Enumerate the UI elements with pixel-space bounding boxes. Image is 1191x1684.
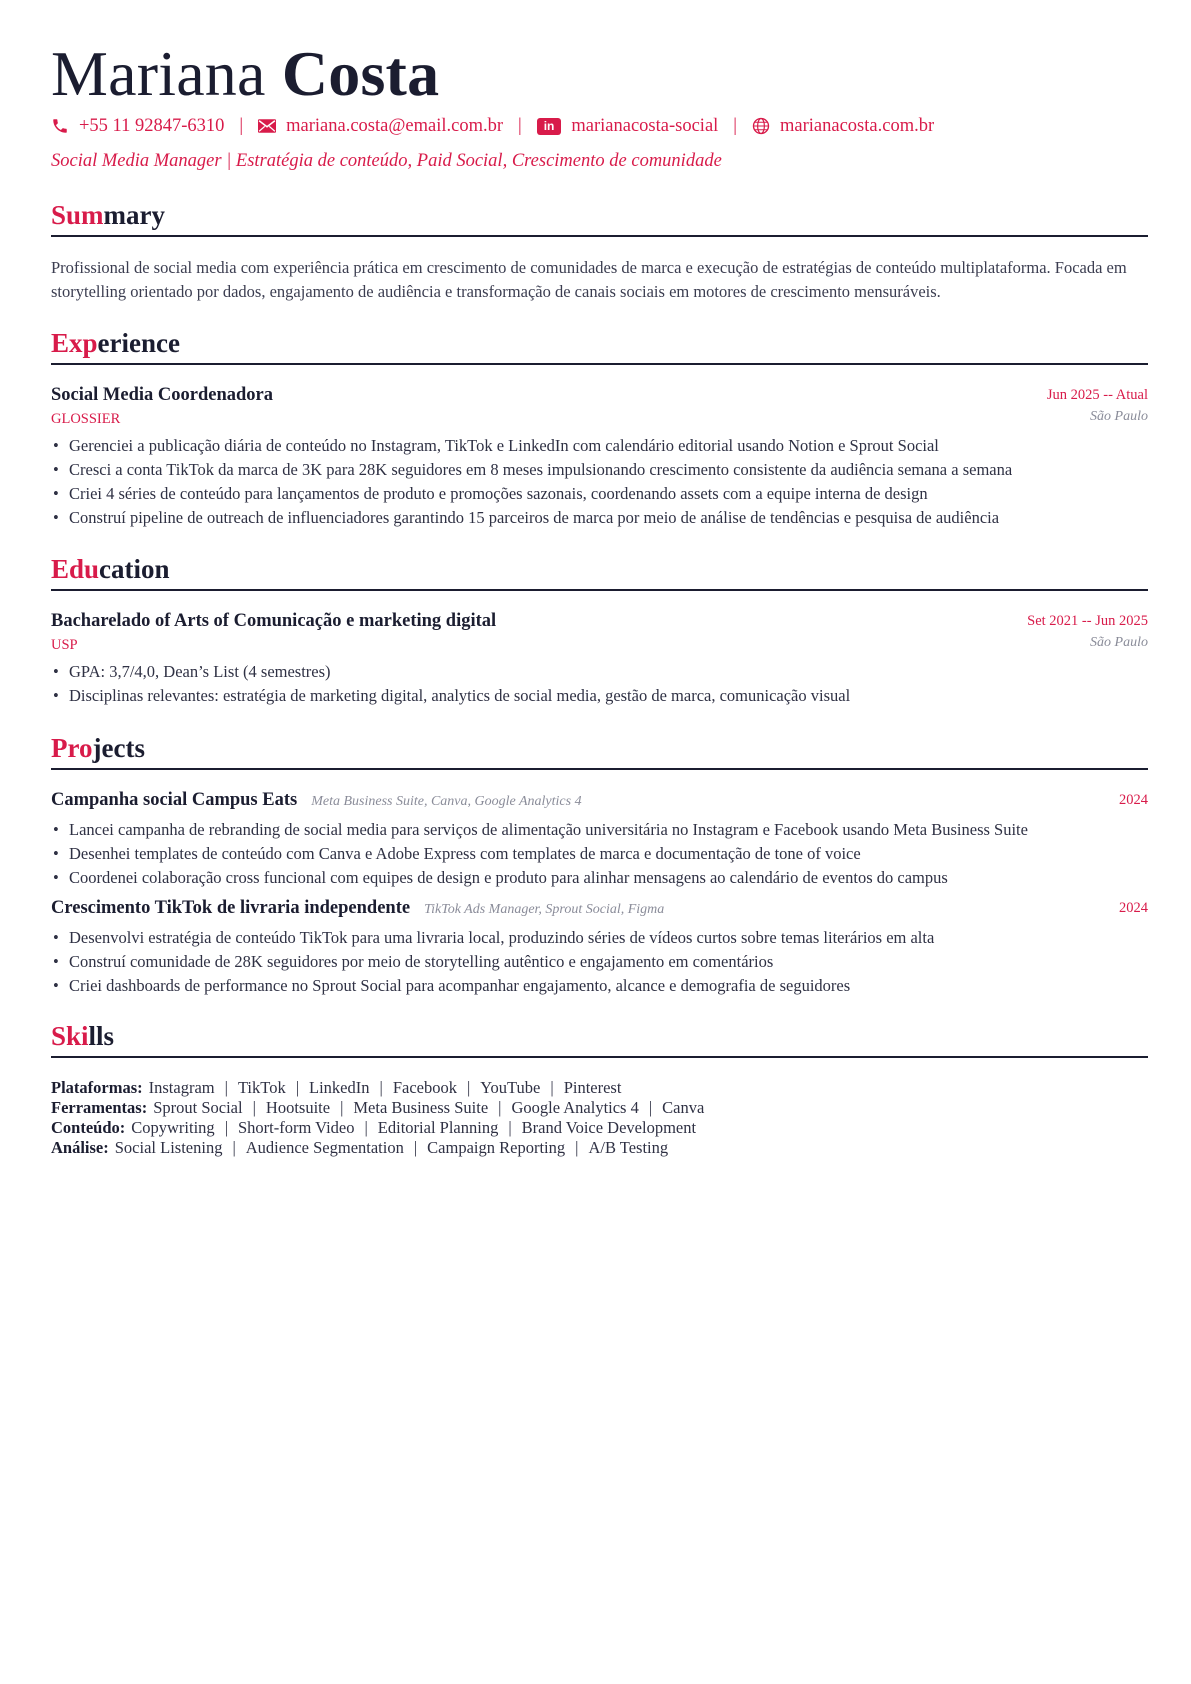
separator: | xyxy=(498,1098,502,1117)
skill-item: Meta Business Suite xyxy=(353,1098,489,1117)
title-highlight: Exp xyxy=(51,328,98,358)
separator: | xyxy=(575,1138,579,1157)
title-rest: jects xyxy=(92,733,145,763)
section-title-summary xyxy=(51,197,1148,237)
list-item: • Construí pipeline de outreach de influenciadores garantindo 15 parceiros de marca por meio de análise de tendências e pesquisa de audiência xyxy=(51,506,1151,530)
skill-category-label: Plataformas: xyxy=(51,1078,143,1097)
contact-linkedin[interactable] xyxy=(537,116,719,137)
contact-email[interactable] xyxy=(258,116,503,137)
job-title: Social Media Coordenadora xyxy=(51,385,273,405)
skill-item: Canva xyxy=(662,1098,705,1117)
globe-icon xyxy=(752,117,770,135)
list-item: • Construí comunidade de 28K seguidores por meio de storytelling autêntico e engajamento em comentários xyxy=(51,950,1151,974)
section-title-education xyxy=(51,551,1148,591)
separator: | xyxy=(364,1118,368,1137)
list-item: • Desenhei templates de conteúdo com Canva e Adobe Express com templates de marca e documentação de tone of voice xyxy=(51,842,1151,866)
separator: | xyxy=(733,115,738,136)
skill-item: Sprout Social xyxy=(153,1098,243,1117)
skill-item: TikTok xyxy=(237,1078,286,1097)
job-bullets xyxy=(51,434,1151,530)
email-text: mariana.costa@email.com.br xyxy=(286,115,503,136)
separator: | xyxy=(379,1078,383,1097)
skill-item: Social Listening xyxy=(114,1138,223,1157)
title-rest: cation xyxy=(99,554,170,584)
education-bullets xyxy=(51,660,1151,708)
separator: | xyxy=(518,115,522,136)
list-item: • Criei dashboards de performance no Sprout Social para acompanhar engajamento, alcance e demografia de seguidores xyxy=(51,974,1151,998)
email-icon xyxy=(258,119,276,133)
skill-item: Facebook xyxy=(392,1078,457,1097)
skills-list xyxy=(51,1078,704,1158)
title-rest: erience xyxy=(97,328,180,358)
skill-item: Copywriting xyxy=(131,1118,215,1137)
job-dates: Jun 2025 -- Atual xyxy=(1046,387,1148,403)
skill-item: Brand Voice Development xyxy=(521,1118,697,1137)
phone-icon xyxy=(51,117,69,135)
first-name: Mariana xyxy=(51,38,266,109)
skill-row xyxy=(51,1098,704,1118)
separator: | xyxy=(252,1098,256,1117)
separator: | xyxy=(295,1078,300,1097)
contact-website[interactable] xyxy=(752,116,934,137)
separator: | xyxy=(239,115,244,136)
skill-item: YouTube xyxy=(480,1078,541,1097)
skill-item: Google Analytics 4 xyxy=(511,1098,639,1117)
skill-category-label: Ferramentas: xyxy=(51,1098,148,1117)
project-title xyxy=(51,790,582,811)
list-item: • Disciplinas relevantes: estratégia de marketing digital, analytics de social media, gestão de marca, comunicação visual xyxy=(51,684,1151,708)
skill-item: Instagram xyxy=(148,1078,215,1097)
separator: | xyxy=(508,1118,512,1137)
school-name: USP xyxy=(51,637,78,653)
project-year: 2024 xyxy=(1119,900,1148,916)
separator: | xyxy=(224,1118,228,1137)
project-tech: TikTok Ads Manager, Sprout Social, Figma xyxy=(424,902,665,917)
separator: | xyxy=(232,1138,236,1157)
project-name: Crescimento TikTok de livraria independente xyxy=(51,898,411,918)
skill-item: Pinterest xyxy=(563,1078,622,1097)
website-text: marianacosta.com.br xyxy=(780,115,935,136)
skill-category-label: Conteúdo: xyxy=(51,1118,126,1137)
skill-item: Campaign Reporting xyxy=(427,1138,566,1157)
contact-phone[interactable] xyxy=(51,116,224,137)
linkedin-text: marianacosta-social xyxy=(571,115,719,136)
title-highlight: Ski xyxy=(51,1021,89,1051)
list-item: • Desenvolvi estratégia de conteúdo TikTok para uma livraria local, produzindo séries de vídeos curtos sobre temas literários em alta xyxy=(51,926,1151,950)
separator: | xyxy=(648,1098,653,1117)
skill-row xyxy=(51,1118,704,1138)
skill-row xyxy=(51,1078,704,1098)
list-item: • Criei 4 séries de conteúdo para lançamentos de produto e promoções sazonais, coordenando assets com a equipe interna de design xyxy=(51,482,1151,506)
title-highlight: Sum xyxy=(51,200,104,230)
job-location: São Paulo xyxy=(1090,409,1148,424)
separator: | xyxy=(340,1098,344,1117)
project-bullets xyxy=(51,818,1151,890)
education-location: São Paulo xyxy=(1090,635,1148,650)
separator: | xyxy=(550,1078,554,1097)
list-item: • Coordenei colaboração cross funcional com equipes de design e produto para alinhar mensagens ao calendário de eventos do campus xyxy=(51,866,1151,890)
section-title-projects xyxy=(51,730,1148,770)
project-title xyxy=(51,898,664,919)
title-highlight: Edu xyxy=(51,554,100,584)
list-item: • GPA: 3,7/4,0, Dean’s List (4 semestres) xyxy=(51,660,1151,684)
summary-text: Profissional de social media com experiência prática em crescimento de comunidades de marca e execução de estratégias de conteúdo multiplataforma. Focada em storytelling orientado por dados, engajamento de audiência e transformação de canais sociais em motores de crescimento mensuráveis. xyxy=(51,258,1127,301)
separator: | xyxy=(466,1078,471,1097)
skill-item: Audience Segmentation xyxy=(245,1138,404,1157)
separator: | xyxy=(224,1078,228,1097)
phone-text: +55 11 92847-6310 xyxy=(79,115,225,136)
job-company: GLOSSIER xyxy=(51,411,121,427)
degree-title: Bacharelado of Arts of Comunicação e marketing digital xyxy=(51,611,497,631)
list-item: • Cresci a conta TikTok da marca de 3K para 28K seguidores em 8 meses impulsionando crescimento consistente da audiência semana a semana xyxy=(51,458,1151,482)
title-rest: mary xyxy=(103,200,166,230)
candidate-name xyxy=(51,34,439,114)
project-tech: Meta Business Suite, Canva, Google Analytics 4 xyxy=(311,794,582,809)
separator: | xyxy=(413,1138,418,1157)
title-highlight: Pro xyxy=(51,733,93,763)
title-rest: lls xyxy=(88,1021,115,1051)
list-item: • Gerenciei a publicação diária de conteúdo no Instagram, TikTok e LinkedIn com calendário editorial usando Notion e Sprout Social xyxy=(51,434,1151,458)
skill-item: A/B Testing xyxy=(588,1138,669,1157)
skill-item: Hootsuite xyxy=(265,1098,331,1117)
project-year: 2024 xyxy=(1119,792,1148,808)
section-title-experience xyxy=(51,325,1148,365)
section-title-skills xyxy=(51,1018,1148,1058)
last-name: Costa xyxy=(281,38,440,109)
linkedin-icon: in xyxy=(537,118,562,135)
project-name: Campanha social Campus Eats xyxy=(51,790,298,810)
skill-row xyxy=(51,1138,704,1158)
skill-item: LinkedIn xyxy=(309,1078,370,1097)
skill-category-label: Análise: xyxy=(51,1138,109,1157)
list-item: • Lancei campanha de rebranding de social media para serviços de alimentação universitária no Instagram e Facebook usando Meta Business Suite xyxy=(51,818,1151,842)
skill-item: Short-form Video xyxy=(238,1118,355,1137)
education-dates: Set 2021 -- Jun 2025 xyxy=(1027,613,1148,629)
skill-item: Editorial Planning xyxy=(377,1118,499,1137)
tagline: Social Media Manager | Estratégia de conteúdo, Paid Social, Crescimento de comunidade xyxy=(51,151,722,171)
project-bullets xyxy=(51,926,1151,998)
contact-line xyxy=(51,113,934,139)
